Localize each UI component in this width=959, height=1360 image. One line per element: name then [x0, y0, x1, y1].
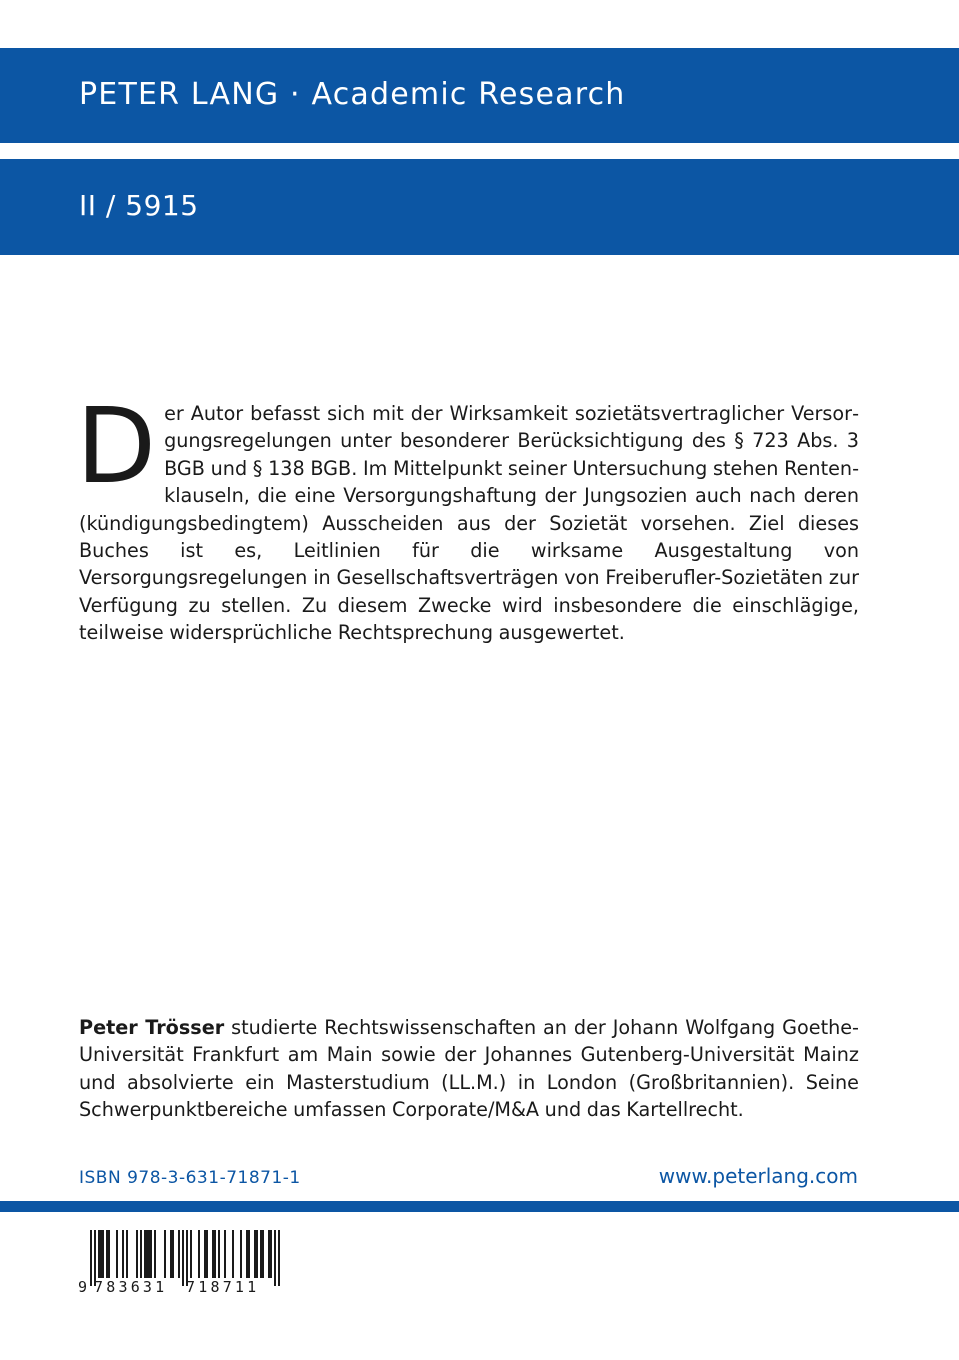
barcode-bar [254, 1230, 256, 1278]
barcode-bar [256, 1230, 258, 1278]
header-band [0, 48, 959, 143]
barcode-bar [146, 1230, 148, 1278]
footer-band [0, 1201, 959, 1212]
barcode-digit-lead: 9 [78, 1278, 88, 1296]
publisher-series-title: PETER LANG · Academic Research [79, 77, 626, 112]
barcode-bar [198, 1230, 200, 1278]
series-band [0, 159, 959, 255]
barcode-bar [122, 1230, 124, 1278]
barcode-bar [108, 1230, 110, 1278]
barcode-bar [224, 1230, 226, 1278]
barcode-bar [102, 1230, 104, 1278]
barcode-bar [260, 1230, 262, 1278]
barcode [74, 1226, 284, 1296]
barcode-bar [154, 1230, 156, 1278]
barcode-bar [214, 1230, 216, 1278]
barcode-bar [218, 1230, 220, 1278]
barcode-bar [270, 1230, 272, 1278]
barcode-bar [190, 1230, 192, 1278]
barcode-bar [268, 1230, 270, 1278]
book-description [76, 385, 859, 647]
barcode-bar [246, 1230, 248, 1278]
barcode-bar [98, 1230, 100, 1278]
series-number: II / 5915 [79, 189, 199, 222]
barcode-digits-right: 718711 [186, 1278, 260, 1296]
barcode-bar [172, 1230, 174, 1278]
author-name: Peter Trösser [79, 1016, 225, 1039]
barcode-bar [170, 1230, 172, 1278]
barcode-bar [90, 1230, 92, 1286]
description-text: er Autor befasst sich mit der Wirksamkeit sozietätsvertraglicher Versorgungsregelungen unter besonderer Berücksichtigung des § 723 Abs. 3 BGB und § 138 BGB. Im Mittelpunkt seiner Untersuchung stehen Rentenklauseln, die eine Versorgungshaftung der Jungsozien auch nach deren (kündigungsbedingtem) Ausscheiden aus der Sozietät vorsehen. Ziel dieses Buches ist es, Leitlinien für die wirksame Ausgestaltung von Versorgungsregelungen in Gesellschaftsverträgen von Freiberufler-Sozietäten zur Verfügung zu stellen. Zu diesem Zwecke wird insbesondere die einschlägige, teilweise widersprüchliche Rechtsprechung ausgewertet. [79, 402, 859, 645]
barcode-bar [212, 1230, 214, 1278]
barcode-bar [116, 1230, 118, 1278]
barcode-digits-left: 783631 [94, 1278, 168, 1296]
barcode-bar [262, 1230, 264, 1278]
barcode-bar [278, 1230, 280, 1286]
author-bio [79, 1014, 859, 1124]
barcode-bar [206, 1230, 208, 1278]
barcode-bar [150, 1230, 152, 1278]
barcode-bar [148, 1230, 150, 1278]
drop-cap: D [76, 385, 157, 507]
barcode-bar [204, 1230, 206, 1278]
barcode-bar [136, 1230, 138, 1278]
barcode-bar [106, 1230, 108, 1278]
barcode-bar [144, 1230, 146, 1278]
barcode-bar [100, 1230, 102, 1278]
barcode-bar [164, 1230, 166, 1278]
publisher-website-link[interactable]: www.peterlang.com [658, 1164, 858, 1188]
barcode-bar [126, 1230, 128, 1278]
author-bio-text: studierte Rechtswissenschaften an der Johann Wolfgang Goethe-Universität Frankfurt am Main sowie der Johannes Gutenberg-Universität Mainz und absolvierte ein Masterstudium (LL.M.) in London (Großbritannien). Seine Schwerpunktbereiche umfassen Corporate/M&A und das Kartellrecht. [79, 1016, 859, 1122]
isbn-label: ISBN 978-3-631-71871-1 [79, 1168, 301, 1188]
barcode-bar [240, 1230, 242, 1278]
barcode-bar [274, 1230, 276, 1286]
barcode-bar [178, 1230, 180, 1278]
barcode-bar [248, 1230, 250, 1278]
barcode-graphic [74, 1226, 284, 1296]
barcode-bar [140, 1230, 142, 1278]
barcode-bar [232, 1230, 234, 1278]
barcode-bar [182, 1230, 184, 1286]
